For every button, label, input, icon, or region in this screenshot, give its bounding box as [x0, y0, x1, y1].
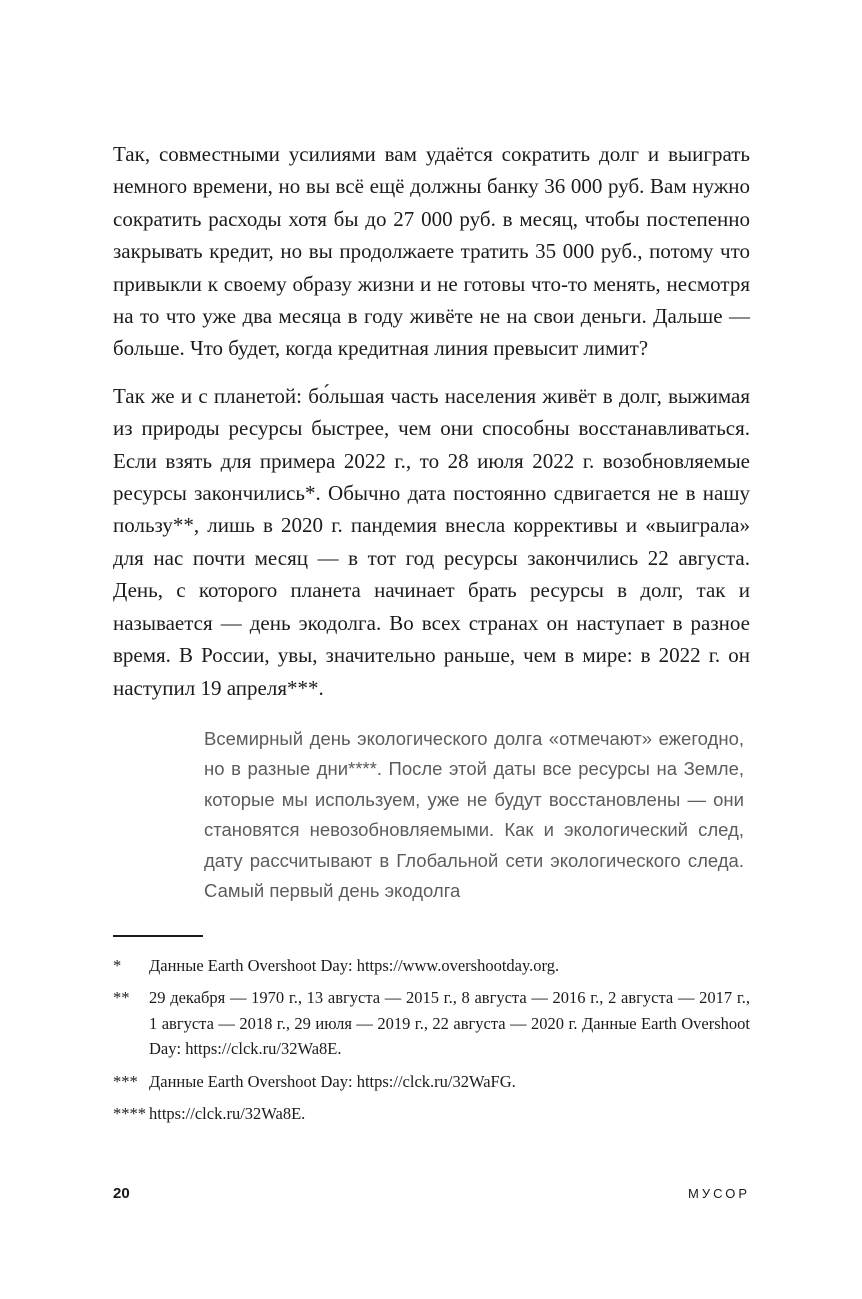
footnote-divider	[113, 935, 203, 937]
block-quote: Всемирный день экологического долга «отмечают» ежегодно, но в разные дни****. После этой даты все ресурсы на Земле, которые мы используем, уже не будут восстановлены — они становятся невозобновляемыми. Как и экологический след, дату рассчитывают в Глобальной сети экологического следа. Самый первый день экодолга	[204, 727, 744, 902]
footnote-marker: **	[113, 988, 130, 1008]
footnote	[113, 1101, 750, 1127]
footnote-marker: ***	[113, 1071, 138, 1091]
footnote-marker: ****	[113, 1104, 146, 1124]
footnote-text: Данные Earth Overshoot Day: https://www.overshootday.org.	[149, 955, 560, 975]
footnote	[113, 953, 750, 979]
footnote	[113, 985, 750, 1062]
body-paragraph-1: Так, совместными усилиями вам удаётся сократить долг и выиграть немного времени, но вы всё ещё должны банку 36 000 руб. Вам нужно сократить расходы хотя бы до 27 000 руб. в месяц, чтобы постепенно закрывать кредит, но вы продолжаете тратить 35 000 руб., потому что привыкли к своему образу жизни и не готовы что-то менять, несмотря на то что уже два месяца в году живёте не на свои деньги. Дальше — больше. Что будет, когда кредитная линия превысит лимит?	[113, 142, 750, 361]
footnote-text: 29 декабря — 1970 г., 13 августа — 2015 г., 8 августа — 2016 г., 2 августа — 2017 г., 1 августа — 2018 г., 29 июля — 2019 г., 22 августа — 2020 г. Данные Earth Overshoot Day: https://clck.ru/32Wa8E.	[149, 988, 750, 1059]
footnotes-section	[113, 953, 750, 1127]
running-head: МУСОР	[688, 1186, 750, 1201]
footnote	[113, 1069, 750, 1095]
body-paragraph-2: Так же и с планетой: бо́льшая часть населения живёт в долг, выжимая из природы ресурсы быстрее, чем они способны восстанавливаться. Если взять для примера 2022 г., то 28 июля 2022 г. возобновляемые ресурсы закончились*. Обычно дата постоянно сдвигается не в нашу пользу**, лишь в 2020 г. пандемия внесла коррективы и «выиграла» для нас почти месяц — в тот год ресурсы закончились 22 августа. День, с которого планета начинает брать ресурсы в долг, так и называется — день экодолга. Во всех странах он наступает в разное время. В России, увы, значительно раньше, чем в мире: в 2022 г. он наступил 19 апреля***.	[113, 383, 750, 700]
footnote-text: https://clck.ru/32Wa8E.	[149, 1104, 306, 1124]
page-number: 20	[113, 1185, 130, 1202]
footnote-marker: *	[113, 955, 122, 975]
page-footer	[113, 1185, 750, 1202]
footnote-text: Данные Earth Overshoot Day: https://clck.ru/32WaFG.	[149, 1071, 516, 1091]
